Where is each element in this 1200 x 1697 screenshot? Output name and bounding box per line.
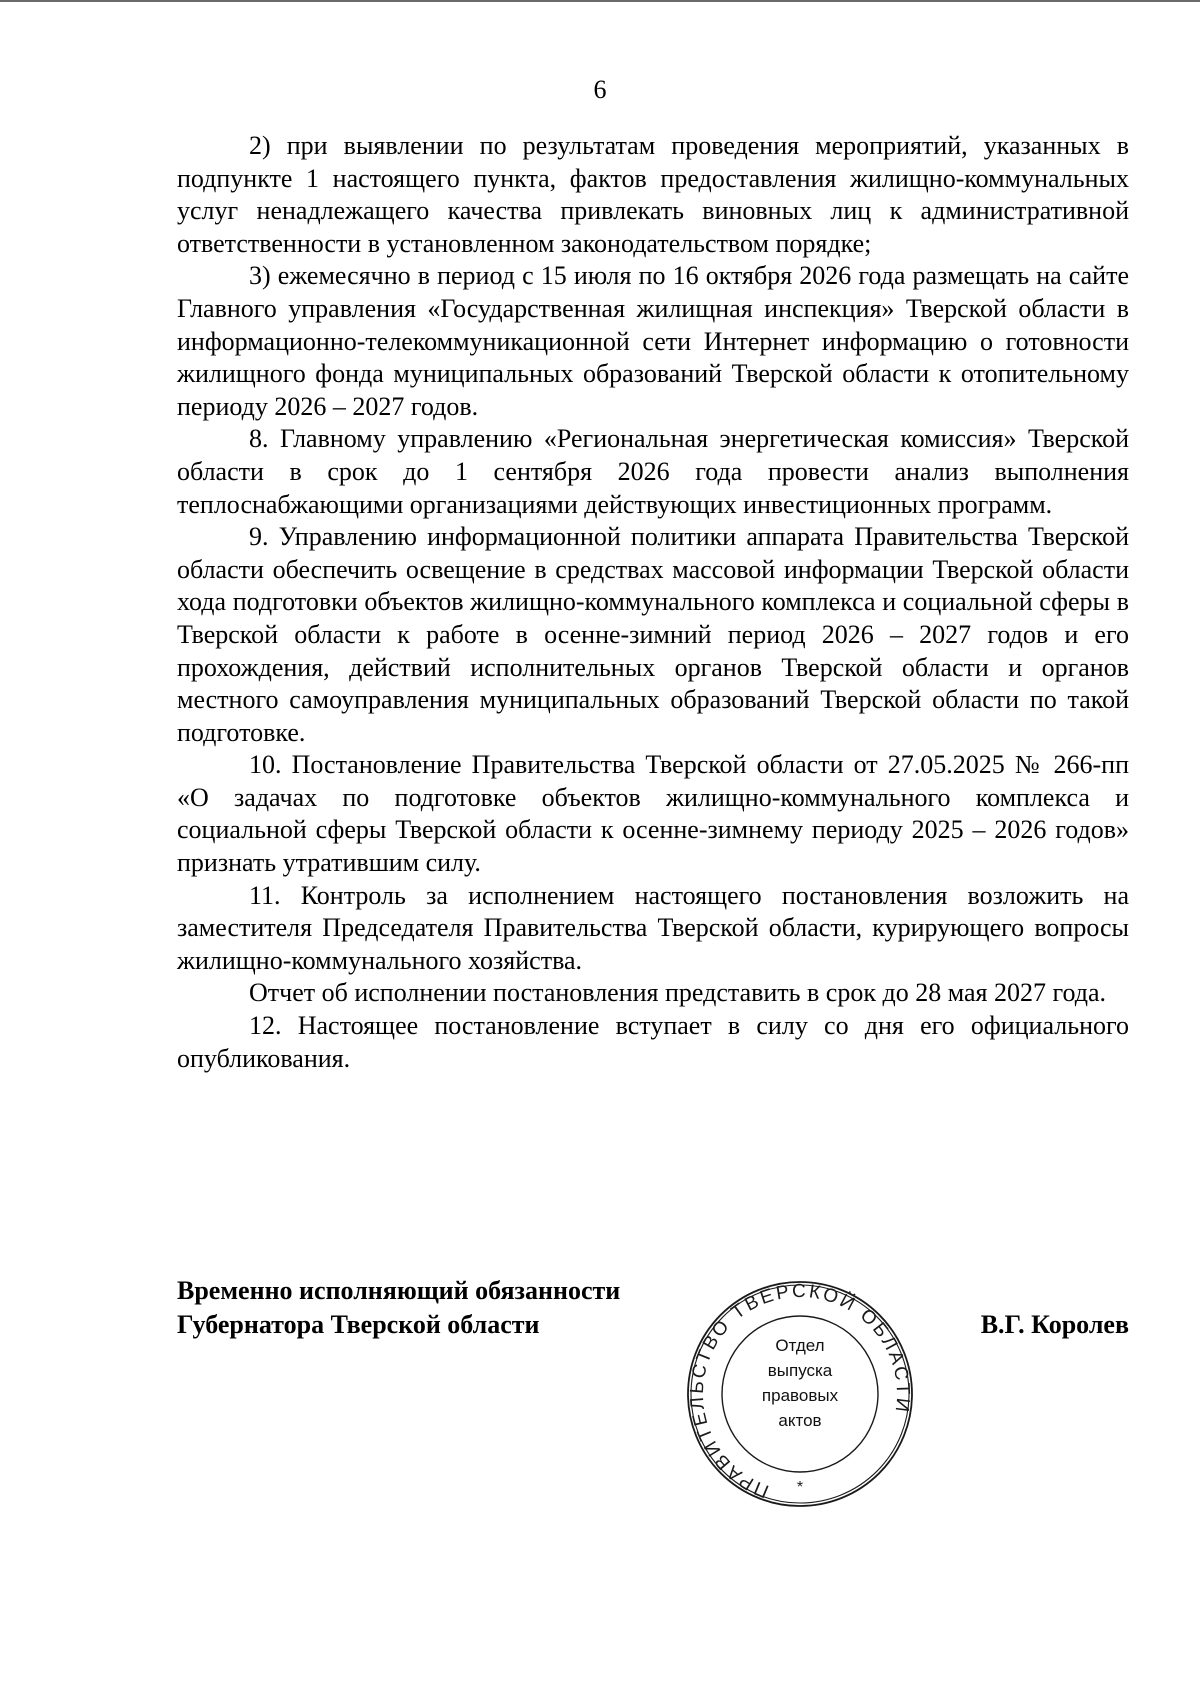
signatory-name: В.Г. Королев	[980, 1310, 1129, 1339]
paragraph-report: Отчет об исполнении постановления представить в срок до 28 мая 2027 года.	[249, 978, 1107, 1008]
document-body	[177, 130, 1129, 1075]
signatory-title-line-2: Губернатора Тверской области	[177, 1310, 540, 1339]
paragraph-item-11: 11. Контроль за исполнением настоящего постановления возложить на заместителя Председателя Правительства Тверской области, курирующего вопросы жилищно-коммунального хозяйства.	[177, 880, 1129, 975]
paragraph-item-8: 8. Главному управлению «Региональная энергетическая комиссия» Тверской области в срок до 1 сентября 2026 года провести анализ выполнения теплоснабжающими организациями действующих инвестиционных программ.	[177, 424, 1129, 519]
seal-center-line-1: Отдел	[775, 1336, 825, 1355]
seal-center-line-2: выпуска	[767, 1361, 833, 1380]
page-top-edge	[0, 0, 1200, 2]
seal-center-line-3: правовых	[761, 1386, 839, 1405]
official-seal	[686, 1280, 914, 1508]
seal-center-line-4: актов	[778, 1411, 822, 1430]
paragraph-item-9: 9. Управлению информационной политики аппарата Правительства Тверской области обеспечить освещение в средствах массовой информации Тверской области хода подготовки объектов жилищно-коммунального комплекса и социальной сферы в Тверской области к работе в осенне-зимний период 2026 – 2027 годов и его прохождения, действий исполнительных органов Тверской области и органов местного самоуправления муниципальных образований Тверской области по такой подготовке.	[177, 522, 1129, 747]
signatory-title	[177, 1274, 697, 1342]
paragraph-subitem-2: 2) при выявлении по результатам проведения мероприятий, указанных в подпункте 1 настоящего пункта, фактов предоставления жилищно-коммунальных услуг ненадлежащего качества привлекать виновных лиц к административной ответственности в установленном законодательством порядке;	[177, 131, 1129, 258]
page-number: 6	[593, 75, 607, 104]
paragraph-subitem-3: 3) ежемесячно в период с 15 июля по 16 октября 2026 года размещать на сайте Главного управления «Государственная жилищная инспекция» Тверской области в информационно-телекоммуникационной сети Интернет информацию о готовности жилищного фонда муниципальных образований Тверской области к отопительному периоду 2026 – 2027 годов.	[177, 261, 1129, 421]
paragraph-item-10: 10. Постановление Правительства Тверской области от 27.05.2025 № 266-пп «О задачах по подготовке объектов жилищно-коммунального комплекса и социальной сферы Тверской области к осенне-зимнему периоду 2025 – 2026 годов» признать утратившим силу.	[177, 750, 1129, 878]
seal-center-text	[730, 1333, 870, 1433]
signatory-title-line-1: Временно исполняющий обязанности	[177, 1276, 621, 1305]
seal-star: *	[796, 1479, 804, 1496]
paragraph-item-12: 12. Настоящее постановление вступает в силу со дня его официального опубликования.	[177, 1011, 1129, 1073]
seal-ring-textpath: ПРАВИТЕЛЬСТВО ТВЕРСКОЙ ОБЛАСТИ	[686, 1280, 914, 1502]
